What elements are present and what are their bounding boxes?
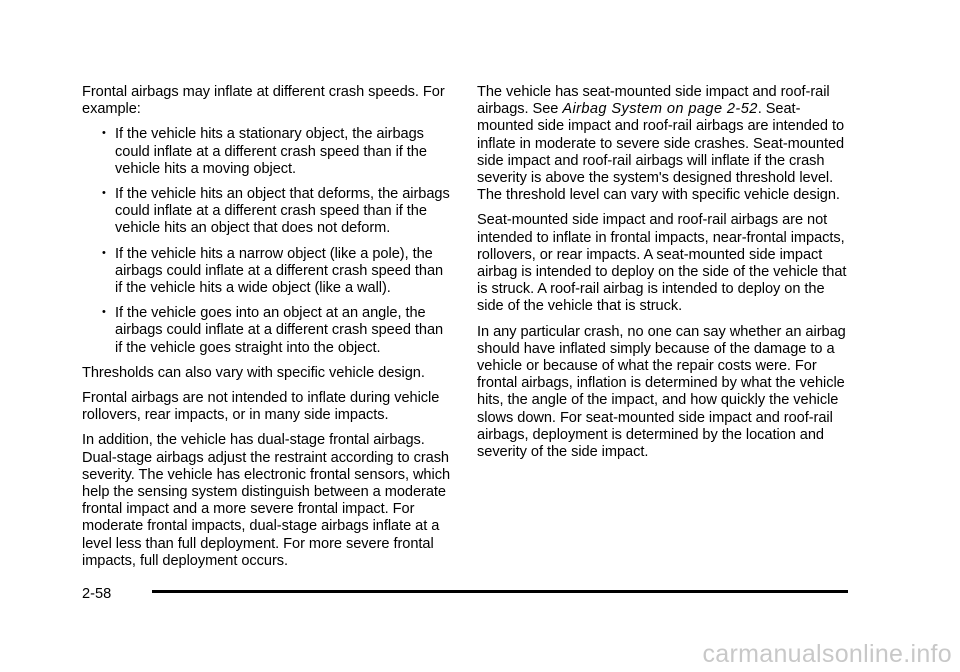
left-column xyxy=(82,84,450,578)
intro-paragraph: Frontal airbags may inflate at different crash speeds. For example: xyxy=(82,84,445,118)
bullet-icon: • xyxy=(102,246,106,259)
bullet-icon: • xyxy=(102,127,106,140)
list-item xyxy=(82,126,450,178)
airbag-system-xref-link[interactable]: Airbag System on page 2-52 xyxy=(562,101,758,118)
list-item-text: If the vehicle hits a narrow object (like a pole), the airbags could inflate at a different crash speed than if the vehicle hits a wide object (like a wall). xyxy=(115,245,444,297)
watermark-text: carmanualsonline.info xyxy=(702,640,952,668)
footer-rule xyxy=(152,590,848,593)
side-airbags-text-end: . Seat-mounted side impact and roof-rail airbags are intended to inflate in moderate to severe side crashes. Seat-mounted side impact and roof-rail airbags will inflate if the crash severity is above the system's designed threshold level. The threshold level can vary with specific vehicle design. xyxy=(477,101,845,204)
thresholds-paragraph: Thresholds can also vary with specific vehicle design. xyxy=(82,364,425,381)
side-airbags-exclusions-paragraph: Seat-mounted side impact and roof-rail airbags are not intended to inflate in frontal impacts, near-frontal impacts, rollovers, or rear impacts. A seat-mounted side impact airbag is intended to deploy on the side of the vehicle that is struck. A roof-rail airbag is intended to deploy on the side of the vehicle that is struck. xyxy=(477,212,847,315)
side-airbags-paragraph xyxy=(477,84,849,204)
bullet-icon: • xyxy=(102,187,106,200)
crash-speed-list xyxy=(82,126,450,356)
side-airbags-text-start: The vehicle has seat-mounted side impact and roof-rail airbags. See xyxy=(477,84,830,118)
page-number: 2-58 xyxy=(82,586,112,602)
bullet-icon: • xyxy=(102,306,106,319)
list-item xyxy=(82,186,450,238)
crash-assessment-paragraph: In any particular crash, no one can say whether an airbag should have inflated simply because of the damage to a vehicle or because of what the repair costs were. For frontal airbags, inflation is determined by what the vehicle hits, the angle of the impact, and how quickly the vehicle slows down. For seat-mounted side impact and roof-rail airbags, deployment is determined by the location and severity of the side impact. xyxy=(477,323,846,461)
right-column xyxy=(477,84,849,469)
list-item xyxy=(82,246,450,298)
list-item-text: If the vehicle hits an object that deforms, the airbags could inflate at a different crash speed than if the vehicle hits an object that does not deform. xyxy=(115,186,450,237)
inflation-exclusions-paragraph: Frontal airbags are not intended to inflate during vehicle rollovers, rear impacts, or in many side impacts. xyxy=(82,390,440,424)
list-item xyxy=(82,305,450,357)
list-item-text: If the vehicle goes into an object at an angle, the airbags could inflate at a different crash speed than if the vehicle goes straight into the object. xyxy=(115,305,444,356)
dual-stage-paragraph: In addition, the vehicle has dual-stage frontal airbags. Dual-stage airbags adjust the restraint according to crash severity. The vehicle has electronic frontal sensors, which help the sensing system distinguish between a moderate frontal impact and a more severe frontal impact. For moderate frontal impacts, dual-stage airbags inflate at a level less than full deployment. For more severe frontal impacts, full deployment occurs. xyxy=(82,432,451,569)
page-footer xyxy=(82,586,848,606)
list-item-text: If the vehicle hits a stationary object, the airbags could inflate at a different crash speed than if the vehicle hits a moving object. xyxy=(115,126,427,177)
